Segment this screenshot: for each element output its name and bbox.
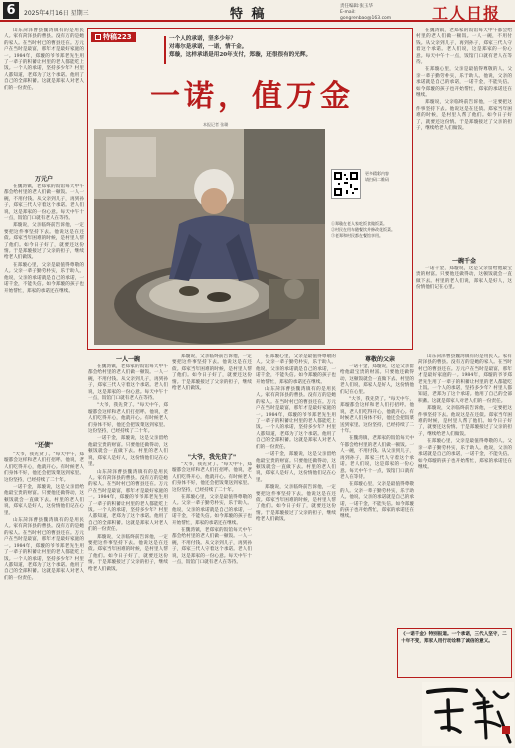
- feature-tag: [91, 32, 136, 42]
- subhead-4: "大爷，我先贷了": [187, 454, 237, 461]
- tag-square-icon: [95, 34, 101, 40]
- feature-headline: 一诺，值万金: [150, 79, 354, 114]
- article-column-1c: [4, 452, 84, 744]
- deck-line-2: 对毒尔是承诺，一诺，情千金。: [169, 44, 248, 50]
- calligraphy-image: [422, 682, 514, 746]
- column-4-text: 在郑璇心里，父亲是最值得尊敬的人。父亲一辈子勤劳朴实，乐于助人。他说，父亲的承诺就是自己的承诺，一诺千金，不能失信。如今郑璇的孩子也开始帮忙，郑家的承诺还在继续。: [256, 354, 336, 385]
- right-top-text-2: 在郑璇心里，父亲是最值得尊敬的人。父亲一辈子勤劳朴实，乐于助人。他说，父亲的承诺就是自己的承诺，一诺千金，不能失信。如今郑璇的孩子也开始帮忙，郑家的承诺还在继续。: [416, 67, 512, 99]
- column-4-text-3: 一诺千金，郑璇说，这是父亲留给他最宝贵的财富。只要他还做得动，这顿饭就会一直做下去。村里的老人们说，郑家人是好人，这份情他们记在心里。: [256, 452, 336, 483]
- column-6-text-2: 郑璇说，父亲临终前告诉他，一定要把这件事坚持下去。他说这是在还债。郑家当年困难的时候，是村里人帮了他们。如今日子好了，就要还这份情。于是郑璇接过了父亲的担子，继续给老人们做饭。: [418, 406, 512, 437]
- column-2-text-5: 郑璇说，父亲临终前告诉他，一定要把这件事坚持下去。他说这是在还债。郑家当年困难的时候，是村里人帮了他们。如今日子好了，就要还这份情。于是郑璇接过了父亲的担子，继续给老人们做饭。: [88, 534, 168, 572]
- qr-code[interactable]: [331, 169, 361, 199]
- column-2-text: 在魏湾镇，老郑家的饭馆每天中午都会给村里的老人们做一顿饭。一人一碗，不用付钱。从父亲到儿子，再到孙子，郑家三代人守着这个承诺。老人们说，这是郑家的一份心意。每天中午十一点，饭馆门口就有老人在等待。: [88, 364, 168, 402]
- column-5-text-2: "大爷，我先贷了。"每天中午，郑璇都会这样和老人们打招呼。他说，老人们吃得开心，他就开心。有时候老人们身体不好，他还会把饭菜送到家里。这份坚持，已经持续了二十年。: [340, 397, 414, 435]
- column-1c-text: "大爷，我先贷了。"每天中午，郑璇都会这样和老人们打招呼。他说，老人们吃得开心，他就开心。有时候老人们身体不好，他还会把饭菜送到家里。这份坚持，已经持续了二十年。: [4, 452, 84, 483]
- column-1-text: 山东菏泽曹县魏湾镇有的是用民人。家有菏泽县的曹县。没有万的是她的家人。在当时村已的曹县还在。万元户在当时是最富，那年才是最好家庭的一。1984年，郑璇的爷爷郑老先生用了一辈子的积蓄让村里的老人都能吃上饭。一个人的承诺，坚持多少年？村里人都知道，老郑为了这个承诺。他用了自己的全部积蓄。这就是郑家人对老人们的一份责任。: [4, 28, 84, 91]
- feature-deck: [169, 35, 345, 59]
- deck-line-1: 一个人的承诺，坚多少年？: [169, 36, 237, 42]
- subhead-1: 万元户: [34, 176, 53, 183]
- section-title: 特 稿: [230, 7, 267, 22]
- article-column-3: [172, 354, 252, 448]
- column-1c-text-3: 山东菏泽曹县魏湾镇有的是用民人。家有菏泽县的曹县。没有万的是她的家人。在当时村已的曹县还在。万元户在当时是最富，那年才是最好家庭的一。1984年，郑璇的爷爷郑老先生用了一辈子的积蓄让村里的老人都能吃上饭。一个人的承诺，坚持多少年？村里人都知道，老郑为了这个承诺。他用了自己的全部积蓄。这就是郑家人对老人们的一份责任。: [4, 518, 84, 581]
- right-mid-text: 一诺千金，郑璇说，这是父亲留给他最宝贵的财富。只要他还做得动，这顿饭就会一直做下去。村里的老人们说，郑家人是好人，这份情他们记在心里。: [416, 266, 512, 291]
- column-3b-text: "大爷，我先贷了。"每天中午，郑璇都会这样和老人们打招呼。他说，老人们吃得开心，他就开心。有时候老人们身体不好，他还会把饭菜送到家里。这份坚持，已经持续了二十年。: [172, 462, 252, 493]
- article-column-right-top: [416, 28, 512, 254]
- column-2-text-3: 一诺千金，郑璇说，这是父亲留给他最宝贵的财富。只要他还做得动，这顿饭就会一直做下去。村里的老人们说，郑家人是好人，这份情他们记在心里。: [88, 436, 168, 468]
- column-2-text-4: 山东菏泽曹县魏湾镇有的是用民人。家有菏泽县的曹县。没有万的是她的家人。在当时村已的曹县还在。万元户在当时是最富，那年才是最好家庭的一。1984年，郑璇的爷爷郑老先生用了一辈子的积蓄让村里的老人都能吃上饭。一个人的承诺，坚持多少年？村里人都知道，老郑为了这个承诺。他用了自己的全部积蓄。这就是郑家人对老人们的一份责任。: [88, 469, 168, 533]
- article-column-3b: [172, 462, 252, 744]
- article-column-right-mid: [416, 266, 512, 350]
- caption-line-2: ②村民在用车随餐饮并修改花饭菜。: [331, 227, 395, 232]
- subhead-3: "还债": [34, 442, 54, 449]
- right-top-text: 在魏湾镇，老郑家的饭馆每天中午都会给村里的老人们做一顿饭。一人一碗，不用付钱。从父亲到儿子，再到孙子，郑家三代人守着这个承诺。老人们说，这是郑家的一份心意。每天中午十一点，饭馆门口就有老人在等待。: [416, 28, 512, 66]
- subhead-6: 一碗千金: [451, 258, 476, 265]
- qr-code-icon: [332, 170, 360, 198]
- photo-illustration: [94, 129, 325, 345]
- qr-label: 更多精彩内容 请扫码二维码: [365, 171, 389, 182]
- column-1b-text-3: 在郑璇心里，父亲是最值得尊敬的人。父亲一辈子勤劳朴实，乐于助人。他说，父亲的承诺就是自己的承诺，一诺千金，不能失信。如今郑璇的孩子也开始帮忙，郑家的承诺还在继续。: [4, 262, 84, 294]
- column-4-text-2: 山东菏泽曹县魏湾镇有的是用民人。家有菏泽县的曹县。没有万的是她的家人。在当时村已的曹县还在。万元户在当时是最富，那年才是最好家庭的一。1984年，郑璇的爷爷郑老先生用了一辈子的积蓄让村里的老人都能吃上饭。一个人的承诺，坚持多少年？村里人都知道，老郑为了这个承诺。他用了自己的全部积蓄。这就是郑家人对老人们的一份责任。: [256, 387, 336, 450]
- article-column-5: [340, 364, 414, 744]
- column-1b-text-2: 郑璇说，父亲临终前告诉他，一定要把这件事坚持下去。他说这是在还债。郑家当年困难的时候，是村里人帮了他们。如今日子好了，就要还这份情。于是郑璇接过了父亲的担子，继续给老人们做饭。: [4, 223, 84, 261]
- deck-accent-bar: [164, 36, 166, 64]
- feature-photo: [94, 129, 325, 345]
- callout-box: 《一诺千金》特别报道。一个承诺，三代人坚守，二十年不变，郑家人用行动诠释了诚信的意义。: [397, 628, 512, 678]
- column-2-text-2: "大爷，我先贷了。"每天中午，郑璇都会这样和老人们打招呼。他说，老人们吃得开心，他就开心。有时候老人们身体不好，他还会把饭菜送到家里。这份坚持，已经持续了二十年。: [88, 403, 168, 435]
- column-1b-text: 在魏湾镇，老郑家的饭馆每天中午都会给村里的老人们做一顿饭。一人一碗，不用付钱。从父亲到儿子，再到孙子，郑家三代人守着这个承诺。老人们说，这是郑家的一份心意。每天中午十一点，饭馆门口就有老人在等待。: [4, 184, 84, 222]
- article-column-1: [4, 28, 84, 168]
- column-5-text: 一诺千金，郑璇说，这是父亲留给他最宝贵的财富。只要他还做得动，这顿饭就会一直做下去。村里的老人们说，郑家人是好人，这份情他们记在心里。: [340, 364, 414, 395]
- article-column-2: [88, 364, 168, 744]
- deck-line-3: 郑璇，这样承诺是用20年支付，郑璇，还很很有的光辉。: [169, 52, 312, 58]
- subhead-5: 尊敬的父亲: [364, 356, 395, 363]
- feature-box: [87, 28, 413, 350]
- column-3-text: 郑璇说，父亲临终前告诉他，一定要把这件事坚持下去。他说这是在还债。郑家当年困难的时候，是村里人帮了他们。如今日子好了，就要还这份情。于是郑璇接过了父亲的担子，继续给老人们做饭。: [172, 354, 252, 392]
- column-5-text-4: 在郑璇心里，父亲是最值得尊敬的人。父亲一辈子勤劳朴实，乐于助人。他说，父亲的承诺就是自己的承诺，一诺千金，不能失信。如今郑璇的孩子也开始帮忙，郑家的承诺还在继续。: [340, 482, 414, 520]
- column-4-text-4: 郑璇说，父亲临终前告诉他，一定要把这件事坚持下去。他说这是在还债。郑家当年困难的时候，是村里人帮了他们。如今日子好了，就要还这份情。于是郑璇接过了父亲的担子，继续给老人们做饭。: [256, 485, 336, 523]
- page-header: [0, 0, 515, 22]
- column-3b-text-2: 在郑璇心里，父亲是最值得尊敬的人。父亲一辈子勤劳朴实，乐于助人。他说，父亲的承诺就是自己的承诺，一诺千金，不能失信。如今郑璇的孩子也开始帮忙，郑家的承诺还在继续。: [172, 495, 252, 526]
- article-column-6: [418, 354, 512, 624]
- subhead-2: 一人一碗: [115, 356, 140, 363]
- issue-date: 2025年4月16日 星期三: [24, 10, 89, 17]
- article-column-1b: [4, 184, 84, 434]
- column-1c-text-2: 一诺千金，郑璇说，这是父亲留给他最宝贵的财富。只要他还做得动，这顿饭就会一直做下去。村里的老人们说，郑家人是好人，这份情他们记在心里。: [4, 485, 84, 516]
- column-5-text-3: 在魏湾镇，老郑家的饭馆每天中午都会给村里的老人们做一顿饭。一人一碗，不用付钱。从父亲到儿子，再到孙子，郑家三代人守着这个承诺。老人们说，这是郑家的一份心意。每天中午十一点，饭馆门口就有老人在等待。: [340, 436, 414, 480]
- feature-byline: 本报记者 张璐: [203, 122, 229, 127]
- editor-info: 责任编辑:张玉华 E-mail: gongrenbao@163.com: [340, 4, 392, 21]
- column-6-text-3: 在郑璇心里，父亲是最值得尊敬的人。父亲一辈子勤劳朴实，乐于助人。他说，父亲的承诺就是自己的承诺，一诺千金，不能失信。如今郑璇的孩子也开始帮忙，郑家的承诺还在继续。: [418, 439, 512, 470]
- caption-line-3: ③老郑和村民都在餐馆享用。: [331, 233, 383, 238]
- right-top-text-3: 郑璇说，父亲临终前告诉他，一定要把这件事坚持下去。他说这是在还债。郑家当年困难的时候，是村里人帮了他们。如今日子好了，就要还这份情。于是郑璇接过了父亲的担子，继续给老人们做饭。: [416, 100, 512, 132]
- feature-tag-label: 特稿223: [103, 33, 132, 41]
- article-column-4: [256, 354, 336, 744]
- column-3b-text-3: 在魏湾镇，老郑家的饭馆每天中午都会给村里的老人们做一顿饭。一人一碗，不用付钱。从父亲到儿子，再到孙子，郑家三代人守着这个承诺。老人们说，这是郑家的一份心意。每天中午十一点，饭馆门口就有老人在等待。: [172, 528, 252, 566]
- masthead-logo: 工人日报: [432, 4, 501, 23]
- calligraphy-drawing: [422, 682, 514, 746]
- column-6-text: 山东菏泽曹县魏湾镇有的是用民人。家有菏泽县的曹县。没有万的是她的家人。在当时村已的曹县还在。万元户在当时是最富，那年才是最好家庭的一。1984年，郑璇的爷爷郑老先生用了一辈子的积蓄让村里的老人都能吃上饭。一个人的承诺，坚持多少年？村里人都知道，老郑为了这个承诺。他用了自己的全部积蓄。这就是郑家人对老人们的一份责任。: [418, 354, 512, 404]
- page-number: 6: [3, 2, 19, 19]
- caption-line-1: ①郑璇在老人家吃饭食做饭菜。: [331, 221, 387, 226]
- photo-caption: [331, 221, 411, 239]
